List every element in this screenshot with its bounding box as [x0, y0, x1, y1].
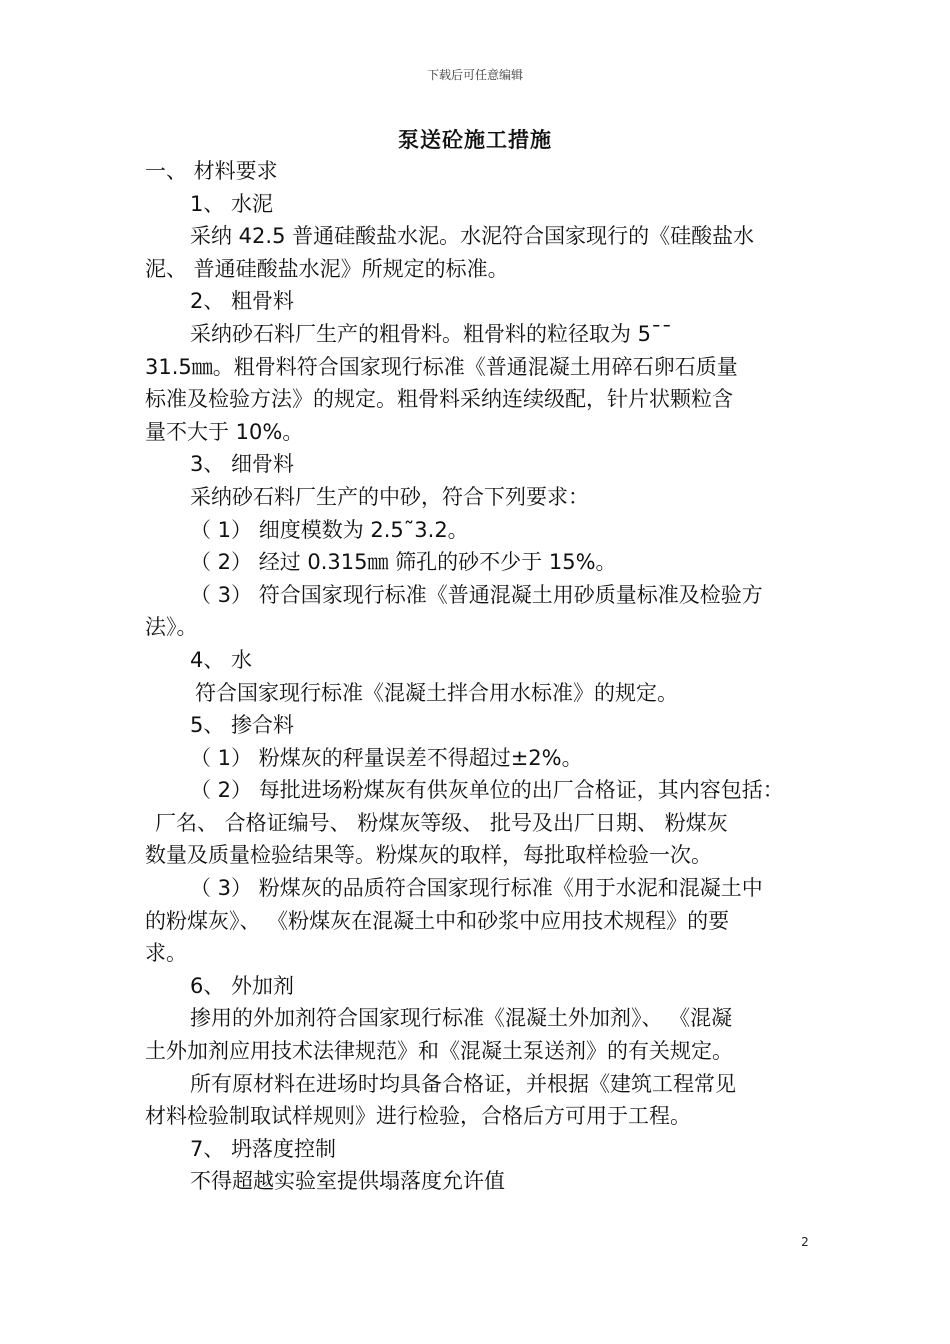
body-line: 不得超越实验室提供塌落度允许值: [190, 1169, 505, 1194]
body-line: 31.5㎜。粗骨料符合国家现行标准《普通混凝土用碎石卵石质量: [145, 354, 738, 379]
body-line: 量不大于 10%。: [145, 419, 304, 444]
body-line: 采纳砂石料厂生产的中砂，符合下列要求：: [190, 484, 589, 509]
body-line: 求。: [145, 941, 187, 966]
body-line: 3、 细骨料: [190, 452, 295, 477]
body-line: 2、 粗骨料: [190, 289, 295, 314]
body-line: 6、 外加剂: [190, 973, 295, 998]
body-line: 掺用的外加剂符合国家现行标准《混凝土外加剂》、 《混凝: [190, 1006, 733, 1031]
document-body: [145, 155, 817, 1198]
body-line: 所有原材料在进场时均具备合格证，并根据《建筑工程常见: [190, 1071, 736, 1096]
body-line: （ 3） 粉煤灰的品质符合国家现行标准《用于水泥和混凝土中: [190, 876, 763, 901]
body-line: 采纳砂石料厂生产的粗骨料。粗骨料的粒径取为 5¯¯: [190, 321, 673, 346]
page-number: 2: [801, 1235, 809, 1249]
body-line: （ 1） 粉煤灰的秤量误差不得超过±2%。: [190, 745, 583, 770]
body-line: 一、 材料要求: [145, 159, 278, 183]
body-line: 5、 掺合料: [190, 713, 295, 738]
body-line: （ 2） 经过 0.315㎜ 筛孔的砂不少于 15%。: [190, 550, 617, 575]
body-line: 1、 水泥: [190, 191, 274, 216]
body-line: （ 3） 符合国家现行标准《普通混凝土用砂质量标准及检验方: [190, 582, 763, 607]
body-line: 采纳 42.5 普通硅酸盐水泥。水泥符合国家现行的《硅酸盐水: [190, 224, 755, 249]
body-line: 材料检验制取试样规则》进行检验，合格后方可用于工程。: [145, 1104, 691, 1129]
body-line: 数量及质量检验结果等。粉煤灰的取样，每批取样检验一次。: [145, 843, 712, 868]
body-line: （ 2） 每批进场粉煤灰有供灰单位的出厂合格证，其内容包括：: [190, 778, 784, 803]
body-line: 厂名、 合格证编号、 粉煤灰等级、 批号及出厂日期、 粉煤灰: [155, 810, 728, 835]
header-note: 下载后可任意编辑: [426, 68, 523, 82]
body-line: 7、 坍落度控制: [190, 1136, 337, 1161]
body-line: （ 1） 细度模数为 2.5˜3.2。: [190, 517, 469, 542]
body-line: 4、 水: [190, 647, 253, 672]
body-line: 法》。: [145, 615, 198, 640]
body-line: 的粉煤灰》、 《粉煤灰在混凝土中和砂浆中应用技术规程》的要: [145, 908, 730, 933]
body-line: 土外加剂应用技术法律规范》和《混凝土泵送剂》的有关规定。: [145, 1039, 733, 1064]
body-line: 符合国家现行标准《混凝土拌合用水标准》的规定。: [195, 680, 678, 705]
body-line: 标准及检验方法》的规定。粗骨料采纳连续级配，针片状颗粒含: [145, 387, 733, 412]
body-line: 泥、 普通硅酸盐水泥》所规定的标准。: [145, 256, 509, 281]
document-title: 泵送砼施工措施: [398, 128, 552, 152]
